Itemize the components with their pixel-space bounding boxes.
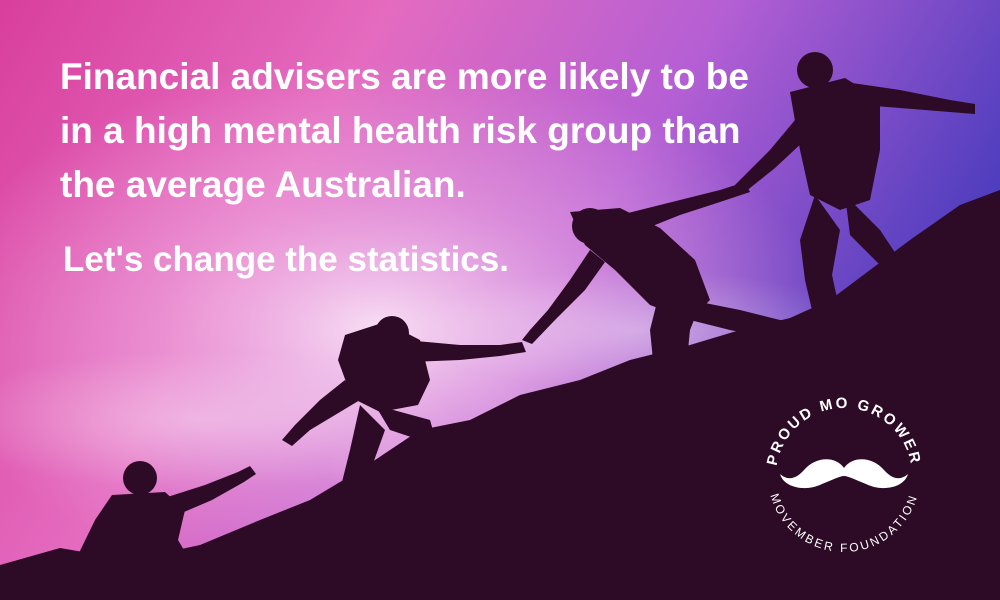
- svg-text:PROUD MO GROWER: [764, 395, 924, 467]
- movember-badge: [754, 386, 934, 566]
- headline-text: Financial advisers are more likely to be in a high mental health risk group than the average Australian.: [60, 56, 749, 205]
- moustache-icon: [780, 459, 908, 488]
- badge-bottom-text: MOVEMBER FOUNDATION: [767, 491, 921, 556]
- svg-text:MOVEMBER FOUNDATION: [767, 492, 920, 555]
- call-to-action-text: Let's change the statistics.: [63, 240, 509, 279]
- badge-top-text: PROUD MO GROWER: [763, 394, 925, 468]
